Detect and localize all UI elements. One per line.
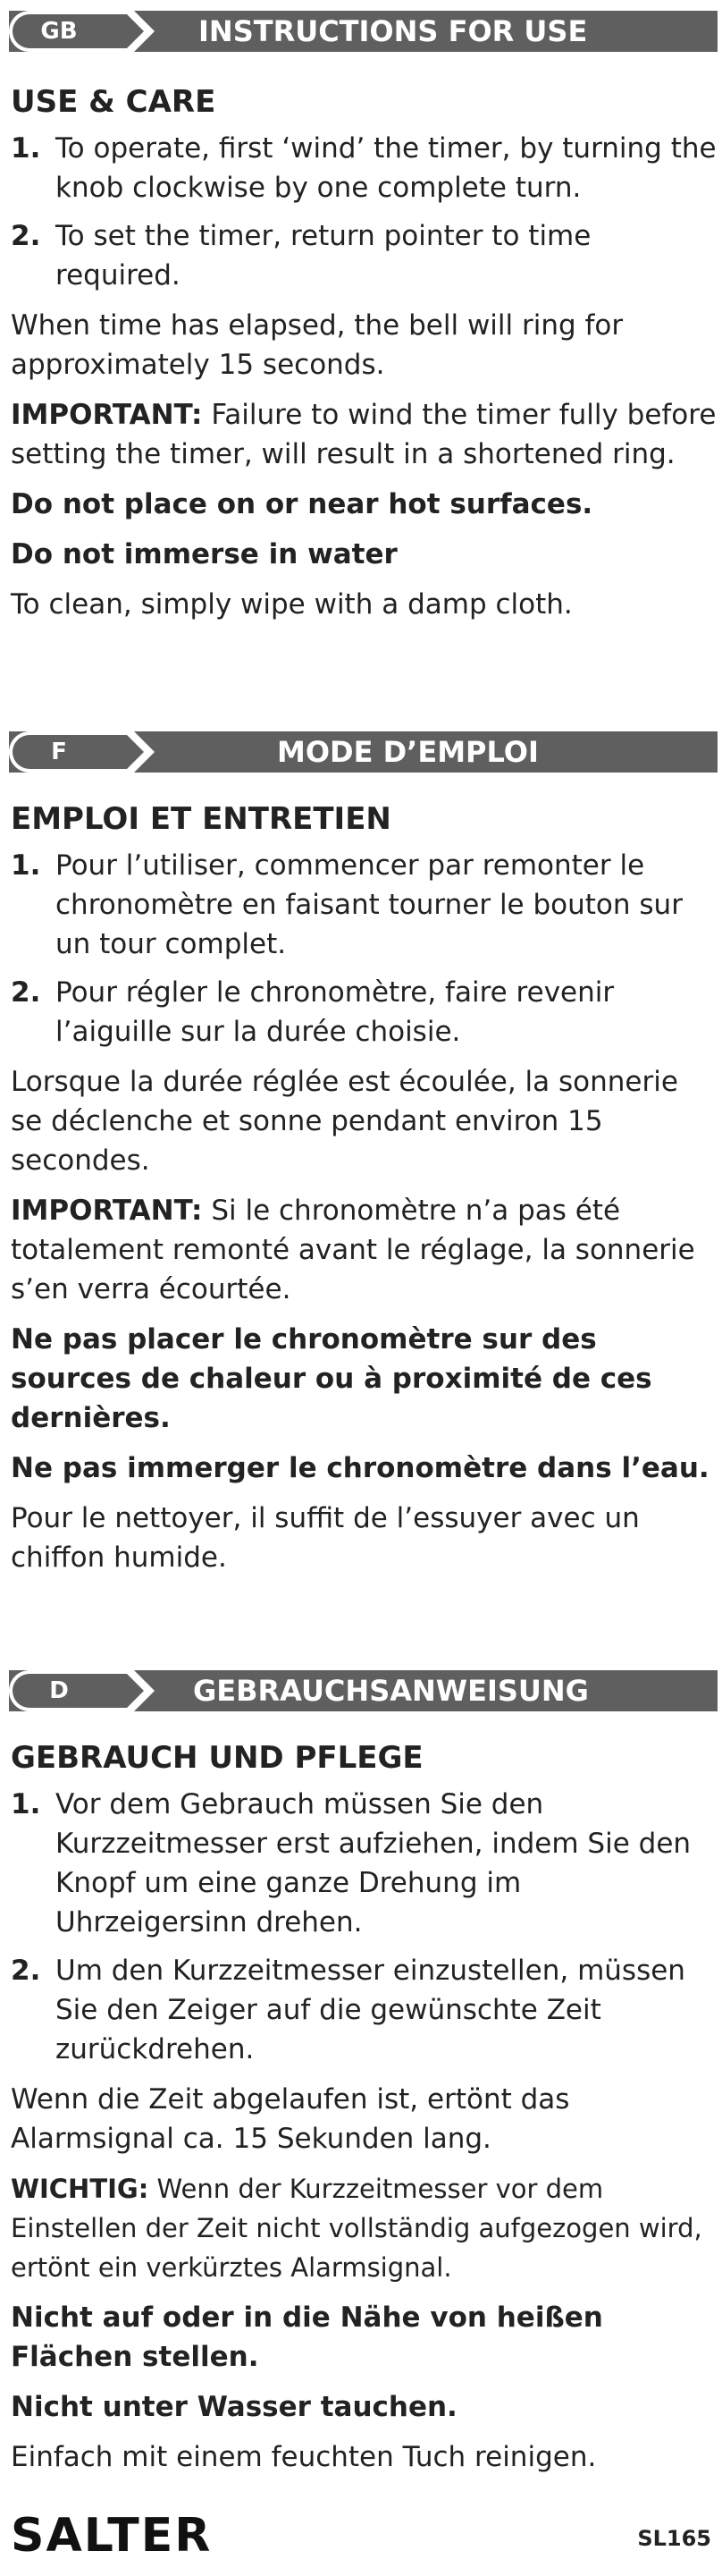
section-header-d [9, 1670, 718, 1711]
section-body-gb [11, 84, 717, 624]
step-item [11, 1785, 717, 1942]
important-label: IMPORTANT: [11, 1195, 203, 1227]
step-text: Pour l’utiliser, commencer par remonter le chronomètre en faisant tourner le bouton sur un tour complet. [55, 849, 683, 960]
step-number: 2. [11, 220, 41, 252]
step-text: Vor dem Gebrauch müssen Sie den Kurzzeitmesser erst aufziehen, indem Sie den Knopf um eine ganze Drehung im Uhrzeigersinn drehen. [55, 1788, 692, 1938]
step-item [11, 1951, 717, 2069]
step-item [11, 129, 717, 207]
section-title: INSTRUCTIONS FOR USE [198, 14, 588, 48]
step-text: Um den Kurzzeitmesser einzustellen, müssen Sie den Zeiger auf die gewünschte Zeit zurückdrehen. [55, 1955, 685, 2065]
step-number: 2. [11, 976, 41, 1009]
step-number: 2. [11, 1955, 41, 1987]
section-heading: USE & CARE [11, 84, 216, 120]
section-header-f [9, 731, 718, 773]
important-label: IMPORTANT: [11, 399, 203, 431]
section-header-gb [9, 11, 718, 52]
step-item [11, 216, 717, 295]
water-warning: Nicht unter Wasser tauchen. [11, 2391, 458, 2423]
step-item [11, 973, 717, 1052]
language-tab [9, 11, 159, 52]
language-code: GB [40, 18, 78, 45]
language-tab [9, 731, 159, 773]
cleaning-note: Pour le nettoyer, il suffit de l’essuyer avec un chiffon humide. [11, 1502, 640, 1574]
elapsed-note: Lorsque la durée réglée est écoulée, la sonnerie se déclenche et sonne pendant environ 15 secondes. [11, 1066, 678, 1177]
elapsed-note: Wenn die Zeit abgelaufen ist, ertönt das Alarmsignal ca. 15 Sekunden lang. [11, 2083, 570, 2155]
brand-logo: SALTER [11, 2509, 213, 2563]
step-text: To set the timer, return pointer to time required. [55, 220, 592, 291]
model-code: SL165 [637, 2526, 711, 2551]
section-title: GEBRAUCHSANWEISUNG [193, 1674, 589, 1708]
cleaning-note: To clean, simply wipe with a damp cloth. [11, 588, 573, 621]
language-tab [9, 1670, 159, 1711]
heat-warning: Do not place on or near hot surfaces. [11, 488, 593, 520]
section-body-d [11, 1740, 717, 2477]
cleaning-note: Einfach mit einem feuchten Tuch reinigen. [11, 2441, 597, 2473]
language-code: F [51, 739, 67, 765]
important-text: Si le chronomètre n’a pas été totalement remonté avant le réglage, la sonnerie s’en verra écourtée. [11, 1195, 695, 1305]
step-text: To operate, first ‘wind’ the timer, by turning the knob clockwise by one complete turn. [55, 132, 717, 204]
heat-warning: Nicht auf oder in die Nähe von heißen Flächen stellen. [11, 2302, 603, 2373]
important-note [11, 395, 717, 474]
section-body-f [11, 801, 717, 1577]
important-text: Failure to wind the timer fully before setting the timer, will result in a shortened ring. [11, 399, 717, 470]
section-heading: GEBRAUCH UND PFLEGE [11, 1740, 424, 1776]
important-text: Wenn der Kurzzeitmesser vor dem Einstellen der Zeit nicht vollständig aufgezogen wird, ertönt ein verkürztes Alarmsignal. [11, 2174, 702, 2283]
elapsed-note: When time has elapsed, the bell will ring for approximately 15 seconds. [11, 309, 624, 381]
water-warning: Ne pas immerger le chronomètre dans l’eau. [11, 1452, 709, 1484]
water-warning: Do not immerse in water [11, 538, 398, 570]
step-item [11, 846, 717, 964]
important-label: WICHTIG: [11, 2174, 149, 2204]
step-text: Pour régler le chronomètre, faire revenir l’aiguille sur la durée choisie. [55, 976, 615, 1048]
step-number: 1. [11, 849, 41, 882]
heat-warning: Ne pas placer le chronomètre sur des sources de chaleur ou à proximité de ces dernières. [11, 1323, 652, 1434]
important-note [11, 2169, 717, 2287]
step-number: 1. [11, 1788, 41, 1820]
section-heading: EMPLOI ET ENTRETIEN [11, 801, 391, 837]
step-number: 1. [11, 132, 41, 165]
language-code: D [49, 1677, 69, 1704]
important-note [11, 1191, 717, 1309]
section-title: MODE D’EMPLOI [277, 735, 539, 769]
